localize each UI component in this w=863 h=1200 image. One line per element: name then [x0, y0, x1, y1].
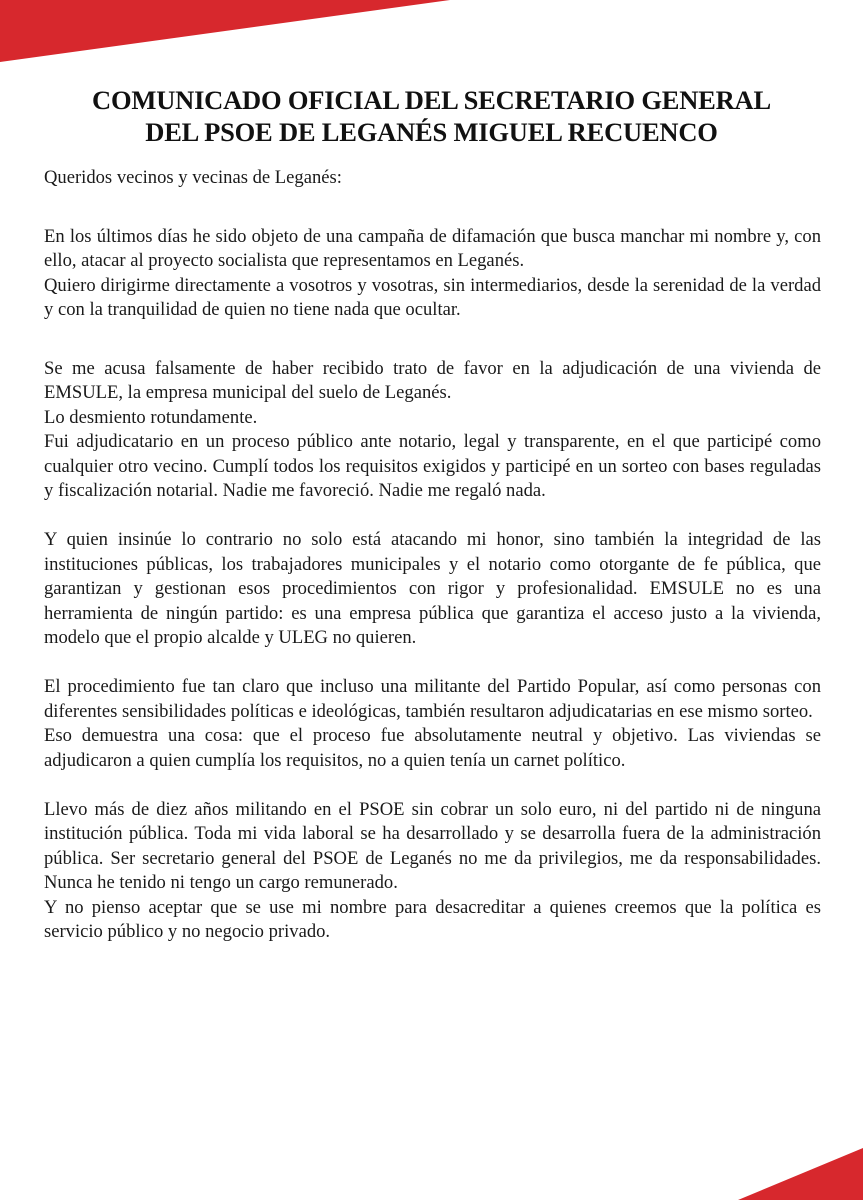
- red-stripe-shape: [0, 0, 450, 62]
- red-corner-stripe-top: [0, 0, 450, 62]
- paragraph-neutrality: Eso demuestra una cosa: que el proceso fue absolutamente neutral y objetivo. Las viviendas se adjudicaron a quien cumplía los requisitos, no a quien tenía un carnet político.: [44, 725, 821, 771]
- paragraph-denial: Lo desmiento rotundamente.: [44, 406, 258, 428]
- paragraph-closing: Y no pienso aceptar que se use mi nombre para desacreditar a quienes creemos que la política es servicio público y no negocio privado.: [44, 896, 821, 942]
- paragraph-institutions: Y quien insinúe lo contrario no solo está atacando mi honor, sino también la integridad de las instituciones públicas, los trabajadores municipales y el notario como otorgante de fe pública, que garantizan y gestionan esos procedimientos con rigor y profesionalidad. EMSULE no es una herramienta de ningún partido: es una empresa pública que garantiza el acceso justo a la vivienda, modelo que el propio alcalde y ULEG no quieren.: [44, 529, 821, 648]
- paragraph-direct-address: Quiero dirigirme directamente a vosotros y vosotras, sin intermediarios, desde la serenidad de la verdad y con la tranquilidad de quien no tiene nada que ocultar.: [44, 274, 821, 320]
- paragraph-accusation: Se me acusa falsamente de haber recibido trato de favor en la adjudicación de una vivienda de EMSULE, la empresa municipal del suelo de Leganés.: [44, 357, 821, 403]
- page-title: [0, 84, 863, 148]
- red-corner-stripe-bottom: [738, 1148, 863, 1200]
- page-title-line-2: DEL PSOE DE LEGANÉS MIGUEL RECUENCO: [145, 117, 718, 147]
- red-stripe-shape: [738, 1148, 863, 1200]
- paragraph-defamation: En los últimos días he sido objeto de una campaña de difamación que busca manchar mi nombre y, con ello, atacar al proyecto socialista que representamos en Leganés.: [44, 225, 821, 271]
- paragraph-militancy: Llevo más de diez años militando en el PSOE sin cobrar un solo euro, ni del partido ni de ninguna institución pública. Toda mi vida laboral se ha desarrollado y se desarrolla fuera de la administración pública. Ser secretario general del PSOE de Leganés no me da privilegios, me da responsabilidades. Nunca he tenido ni tengo un cargo remunerado.: [44, 798, 821, 893]
- paragraph-public-process: Fui adjudicatario en un proceso público ante notario, legal y transparente, en el que participé como cualquier otro vecino. Cumplí todos los requisitos exigidos y participé en un sorteo con bases reguladas y fiscalización notarial. Nadie me favoreció. Nadie me regaló nada.: [44, 431, 821, 501]
- paragraph-procedure: El procedimiento fue tan claro que incluso una militante del Partido Popular, así como personas con diferentes sensibilidades políticas e ideológicas, también resultaron adjudicatarias en ese mismo sorteo.: [44, 676, 821, 722]
- salutation: Queridos vecinos y vecinas de Leganés:: [44, 167, 342, 188]
- statement-body: [44, 166, 821, 945]
- page-title-line-1: COMUNICADO OFICIAL DEL SECRETARIO GENERAL: [92, 85, 771, 115]
